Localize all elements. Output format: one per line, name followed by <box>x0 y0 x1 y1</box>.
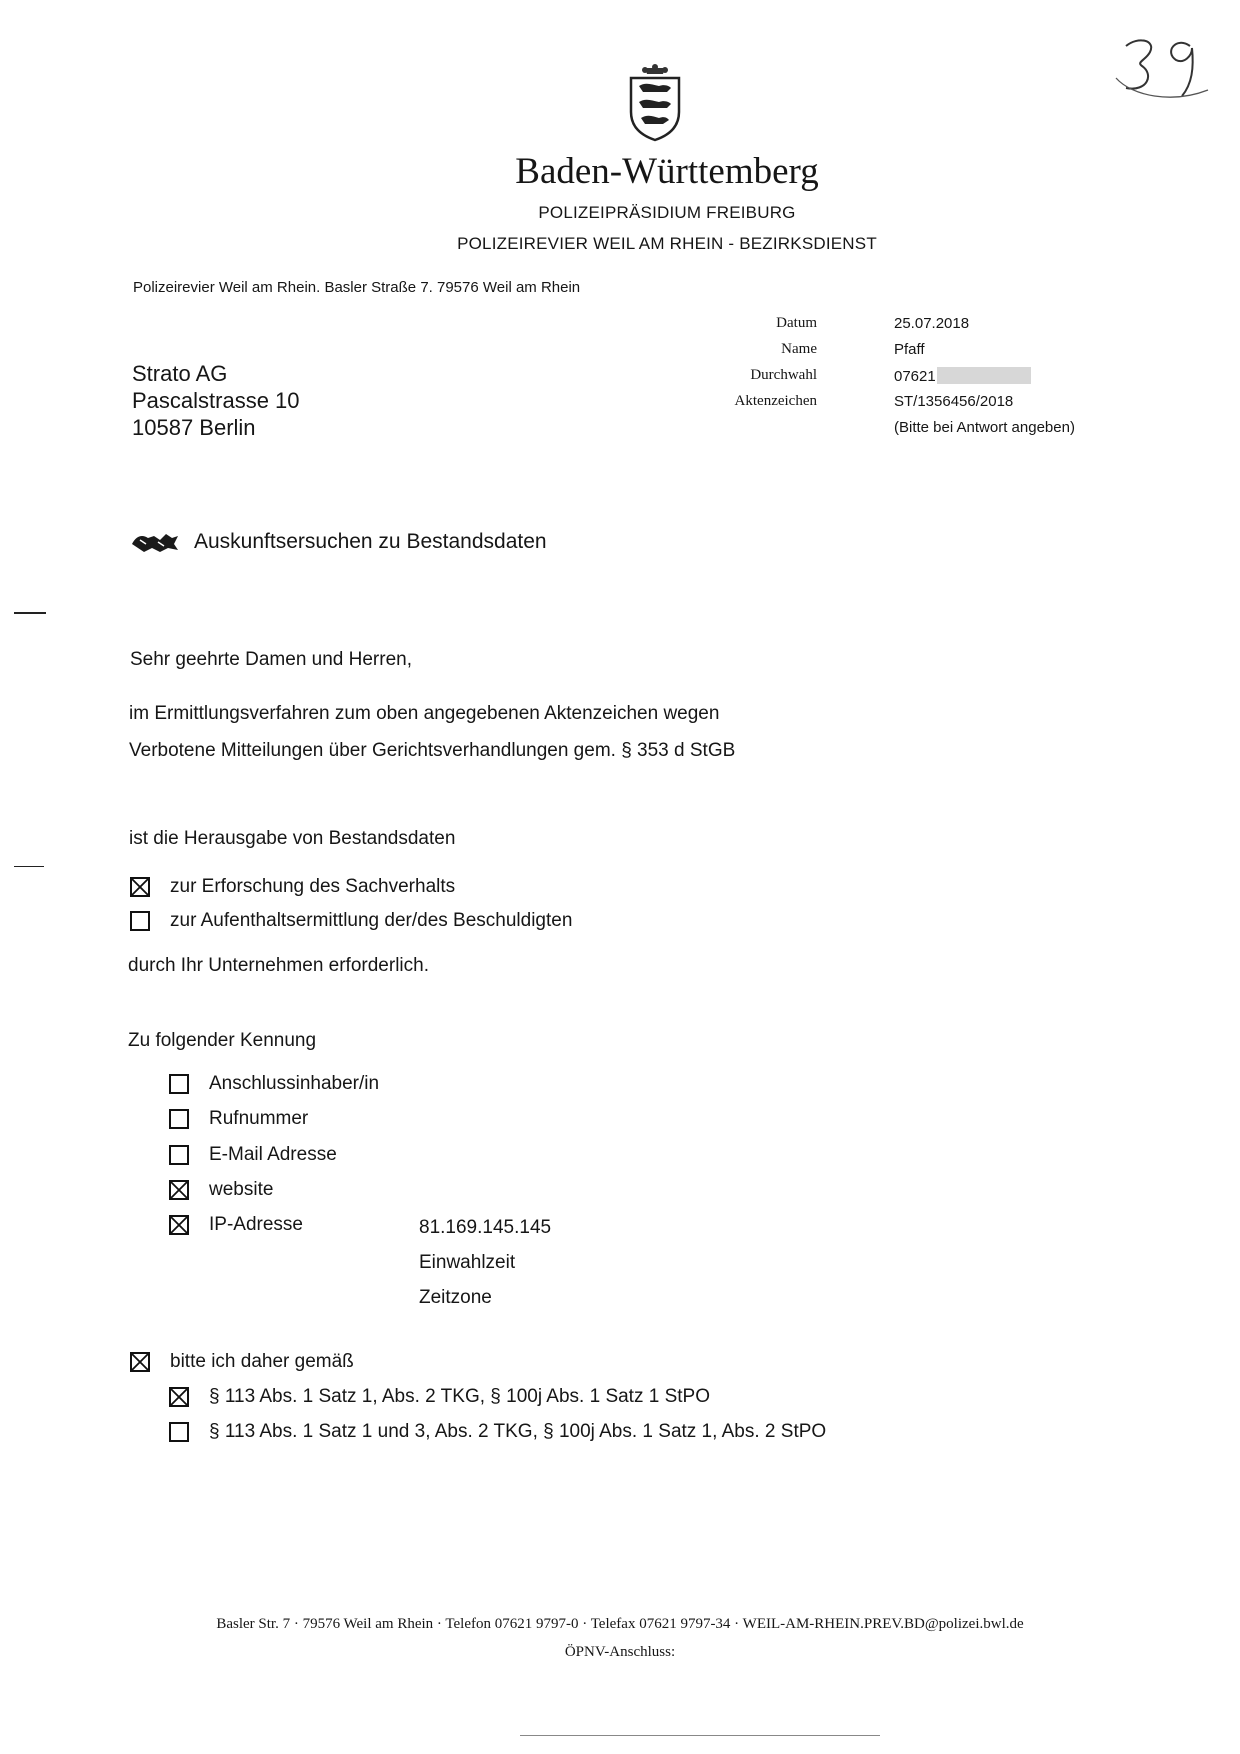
state-coat-of-arms-icon <box>627 64 683 142</box>
identifier-label: website <box>209 1179 274 1200</box>
body-line-1: im Ermittlungsverfahren zum oben angegebenen Aktenzeichen wegen <box>129 703 720 724</box>
durchwahl-value: 07621 <box>894 368 936 385</box>
footer <box>80 1610 1160 1666</box>
subject-line <box>130 530 547 554</box>
redaction-box <box>937 367 1031 384</box>
aktenzeichen-value: ST/1356456/2018 <box>894 393 1014 410</box>
reference-block <box>700 315 1120 445</box>
legal-basis-item <box>169 1421 826 1443</box>
identifier-intro: Zu folgender Kennung <box>128 1030 317 1051</box>
recipient-address <box>132 360 300 441</box>
purpose-label: zur Aufenthaltsermittlung der/des Beschuldigten <box>170 910 573 931</box>
handwritten-page-number <box>1112 34 1222 102</box>
durchwahl-label: Durchwahl <box>750 367 817 383</box>
checkbox-checked-icon <box>169 1387 189 1407</box>
footer-contact-line: Basler Str. 7 · 79576 Weil am Rhein · Telefon 07621 9797-0 · Telefax 07621 9797-34 · WEIL-AM-RHEIN.PREV.BD@polizei.bwl.de <box>216 1616 1024 1632</box>
identifier-item <box>169 1179 273 1201</box>
identifier-item <box>169 1108 308 1130</box>
recipient-street: Pascalstrasse 10 <box>132 388 300 413</box>
recipient-city: 10587 Berlin <box>132 415 256 440</box>
unit-name: POLIZEIREVIER WEIL AM RHEIN - BEZIRKSDIENST <box>457 234 877 253</box>
agency-name: POLIZEIPRÄSIDIUM FREIBURG <box>538 203 796 222</box>
checkbox-unchecked-icon <box>169 1422 189 1442</box>
legal-basis-item <box>169 1386 710 1408</box>
identifier-label: Rufnummer <box>209 1108 309 1129</box>
fold-mark <box>14 612 46 614</box>
sender-address-line: Polizeirevier Weil am Rhein. Basler Straße 7. 79576 Weil am Rhein <box>133 279 581 296</box>
identifier-label: IP-Adresse <box>209 1214 303 1235</box>
body-line-2: Verbotene Mitteilungen über Gerichtsverhandlungen gem. § 353 d StGB <box>129 740 736 761</box>
fold-mark <box>14 866 44 867</box>
checkbox-checked-icon <box>130 1352 150 1372</box>
legal-basis-label: § 113 Abs. 1 Satz 1 und 3, Abs. 2 TKG, § 100j Abs. 1 Satz 1, Abs. 2 StPO <box>209 1421 827 1442</box>
datum-label: Datum <box>776 315 817 331</box>
identifier-label: E-Mail Adresse <box>209 1144 337 1165</box>
state-name: Baden-Württemberg <box>515 151 819 192</box>
request-label: bitte ich daher gemäß <box>170 1351 354 1372</box>
legal-basis-label: § 113 Abs. 1 Satz 1, Abs. 2 TKG, § 100j Abs. 1 Satz 1 StPO <box>209 1386 710 1407</box>
footer-transit-line: ÖPNV-Anschluss: <box>564 1644 676 1660</box>
purpose-label: zur Erforschung des Sachverhalts <box>170 876 456 897</box>
identifier-label: Anschlussinhaber/in <box>209 1073 380 1094</box>
body-intro: ist die Herausgabe von Bestandsdaten <box>129 828 456 849</box>
checkbox-checked-icon <box>130 877 150 897</box>
identifier-item <box>169 1214 303 1236</box>
purpose-item <box>130 910 572 932</box>
ip-details <box>419 1210 551 1315</box>
ip-address-value: 81.169.145.145 <box>419 1217 552 1238</box>
name-label: Name <box>781 341 817 357</box>
scan-edge-line <box>520 1735 880 1736</box>
checkbox-checked-icon <box>169 1215 189 1235</box>
checkbox-unchecked-icon <box>130 911 150 931</box>
checkbox-unchecked-icon <box>169 1074 189 1094</box>
aktenzeichen-label: Aktenzeichen <box>734 393 817 409</box>
identifier-item <box>169 1073 379 1095</box>
lion-icon <box>130 530 180 554</box>
request-item <box>130 1351 354 1373</box>
identifier-item <box>169 1144 337 1166</box>
purpose-outro: durch Ihr Unternehmen erforderlich. <box>128 955 429 976</box>
dial-in-time-label: Einwahlzeit <box>419 1252 516 1273</box>
datum-value: 25.07.2018 <box>894 315 970 332</box>
checkbox-unchecked-icon <box>169 1109 189 1129</box>
purpose-item <box>130 876 455 898</box>
checkbox-unchecked-icon <box>169 1145 189 1165</box>
salutation: Sehr geehrte Damen und Herren, <box>130 649 412 670</box>
timezone-label: Zeitzone <box>419 1287 492 1308</box>
subject-text: Auskunftsersuchen zu Bestandsdaten <box>194 530 547 553</box>
recipient-name: Strato AG <box>132 361 228 386</box>
reply-reference-note: (Bitte bei Antwort angeben) <box>894 419 1075 436</box>
name-value: Pfaff <box>894 341 925 358</box>
checkbox-checked-icon <box>169 1180 189 1200</box>
